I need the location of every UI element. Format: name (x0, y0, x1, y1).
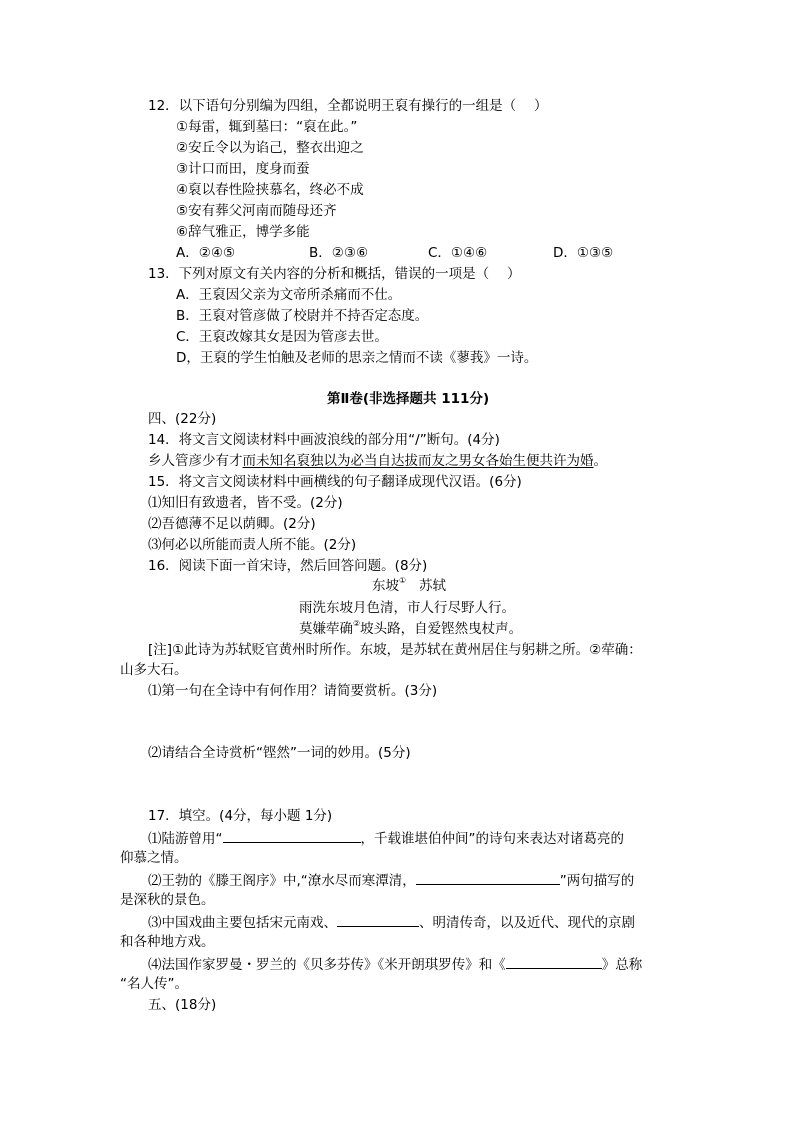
q17-s2 (148, 870, 634, 890)
q17-s2-post: ”两句描写的 (559, 873, 635, 889)
q14-stem: 14．将文言文阅读材料中画波浪线的部分用“/”断句。(4分) (148, 432, 500, 448)
poem-line-2-pre: 莫嫌荦确 (299, 621, 353, 637)
q17-s3 (148, 912, 635, 932)
q17-s4-blank[interactable] (506, 954, 602, 969)
q15-item-1: ⑴知旧有致遗者，皆不受。(2分) (148, 495, 343, 511)
q13-option-a: A．王裒因父亲为文帝所杀痛而不仕。 (176, 287, 402, 303)
q13-option-c: C．王裒改嫁其女是因为管彦去世。 (176, 329, 388, 345)
section2-title: 第Ⅱ卷(非选择题共 111分) (327, 391, 490, 407)
q16-sub-2: ⑵请结合全诗赏析“铿然”一词的妙用。(5分) (148, 745, 411, 761)
q17-s2-line2: 是深秋的景色。 (120, 892, 215, 908)
poem-title-text: 东坡 (372, 578, 399, 594)
q17-s2-pre: ⑵王勃的《滕王阁序》中,“潦水尽而寒潭清， (148, 873, 416, 889)
q12-option-c: C．①④⑥ (428, 245, 488, 261)
q17-s3-blank[interactable] (337, 912, 419, 927)
q12-item-6: ⑥辞气雅正，博学多能 (176, 224, 310, 240)
q17-s3-pre: ⑶中国戏曲主要包括宋元南戏、 (148, 915, 337, 931)
q15-item-3: ⑶何必以所能而责人所不能。(2分) (148, 537, 357, 553)
q12-option-b: B．②③⑥ (309, 245, 369, 261)
poem-title (372, 577, 446, 595)
q15-stem: 15．将文言文阅读材料中画横线的句子翻译成现代汉语。(6分) (148, 474, 522, 490)
poem-author: 苏轼 (419, 578, 447, 594)
part4-heading: 四、(22分) (148, 411, 217, 427)
q17-s1-blank[interactable] (223, 828, 361, 843)
part5-heading: 五、(18分) (148, 997, 217, 1013)
q14-text-post: 。 (593, 453, 607, 469)
q17-s1-pre: ⑴陆游曾用“ (148, 831, 223, 847)
q17-s1-post: ，千载谁堪伯仲间”的诗句来表达对诸葛亮的 (360, 831, 624, 847)
q14-text (148, 452, 607, 470)
poem-line-2-post: 坡头路，自爱铿然曳杖声。 (360, 621, 523, 637)
q12-item-3: ③计口而田，度身而蚕 (176, 161, 310, 177)
q16-sub-1: ⑴第一句在全诗中有何作用？请简要赏析。(3分) (148, 683, 438, 699)
q17-s4 (148, 954, 642, 974)
q12-item-4: ④裒以春性险挟慕名，终必不成 (176, 182, 364, 198)
q17-s2-blank[interactable] (416, 870, 560, 885)
poem-note-2: 山多大石。 (120, 662, 188, 678)
poem-title-note-mark: ① (399, 576, 407, 585)
q17-s1-line2: 仰慕之情。 (120, 850, 188, 866)
q12-option-d: D．①③⑤ (553, 245, 614, 261)
q13-option-d: D，王裒的学生怕触及老师的思亲之情而不读《蓼莪》一诗。 (176, 350, 538, 366)
q14-text-wavy: 而未知名裒独以为必当自达拔而友之男女各始生便共许为婚 (242, 453, 594, 469)
q17-s4-post: 》总称 (601, 957, 643, 973)
q14-text-pre: 乡人管彦少有才 (148, 453, 243, 469)
q12-item-5: ⑤安有葬父河南而随母还齐 (176, 203, 337, 219)
q13-option-b: B．王裒对管彦做了校尉并不持否定态度。 (176, 308, 429, 324)
q12-item-2: ②安丘令以为谄己，整衣出迎之 (176, 140, 364, 156)
q15-item-2: ⑵吾德薄不足以荫卿。(2分) (148, 516, 316, 532)
q17-s1 (148, 828, 624, 848)
q12-stem: 12．以下语句分别编为四组，全都说明王裒有操行的一组是（ ） (148, 98, 548, 114)
q12-item-1: ①每雷，辄到墓曰：“裒在此。” (176, 119, 358, 135)
poem-line-2-note-mark: ② (353, 619, 361, 628)
poem-line-1: 雨洗东坡月色清，市人行尽野人行。 (299, 600, 515, 616)
q17-s3-post: 、明清传奇，以及近代、现代的京剧 (419, 915, 635, 931)
q17-s3-line2: 和各种地方戏。 (120, 934, 215, 950)
poem-note-1: [注]①此诗为苏轼贬官黄州时所作。东坡，是苏轼在黄州居住与躬耕之所。②荦确： (148, 642, 642, 658)
poem-line-2 (299, 620, 522, 638)
q17-stem: 17．填空。(4分，每小题 1分) (148, 808, 333, 824)
q16-stem: 16．阅读下面一首宋诗，然后回答问题。(8分) (148, 558, 428, 574)
q17-s4-pre: ⑷法国作家罗曼・罗兰的《贝多芬传》《米开朗琪罗传》和《 (148, 957, 506, 973)
q17-s4-line2: “名人传”。 (120, 976, 188, 992)
q12-option-a: A．②④⑤ (176, 245, 236, 261)
q13-stem: 13．下列对原文有关内容的分析和概括，错误的一项是（ ） (148, 266, 521, 282)
